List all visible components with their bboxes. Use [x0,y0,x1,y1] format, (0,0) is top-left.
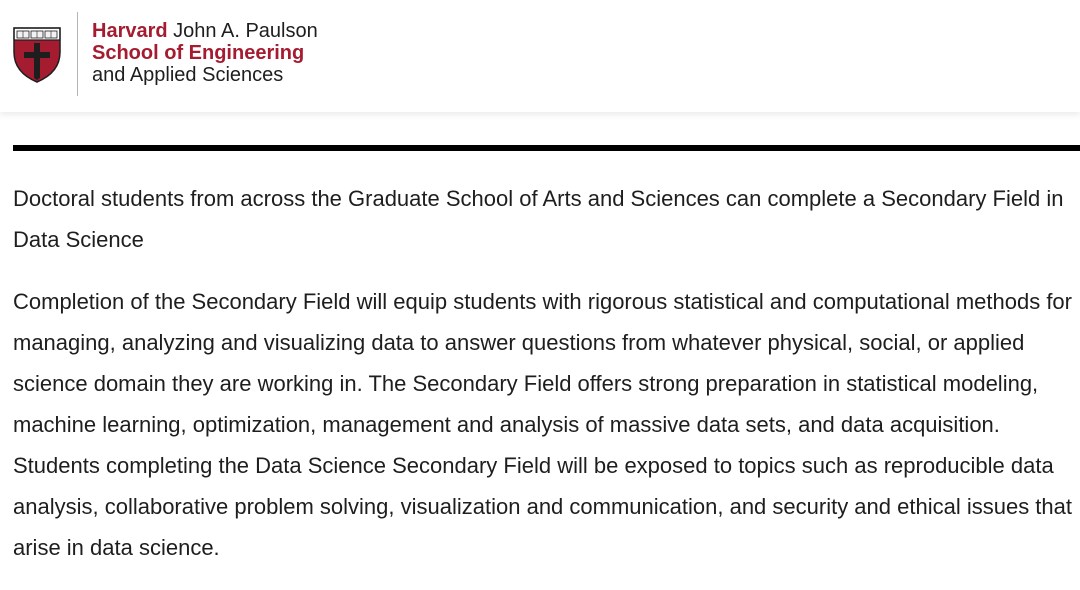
section-divider-rule [13,145,1080,151]
site-header [0,0,1080,112]
wordmark-applied: and Applied Sciences [92,64,284,86]
wordmark-line-1 [92,20,352,42]
main-content [13,178,1073,568]
logo-divider [77,12,78,96]
site-logo-link[interactable] [12,12,318,98]
wordmark-school: School of Engineering [92,42,305,64]
school-wordmark [92,20,352,86]
wordmark-paulson: John A. Paulson [167,20,318,42]
harvard-shield-icon [12,26,62,84]
body-paragraph: Completion of the Secondary Field will equip students with rigorous statistical and computational methods for managing, analyzing and visualizing data to answer questions from whatever physical, social, or applied science domain they are working in. The Secondary Field offers strong preparation in statistical modeling, machine learning, optimization, management and analysis of massive data sets, and data acquisition. Students completing the Data Science Secondary Field will be exposed to topics such as reproducible data analysis, collaborative problem solving, visualization and communication, and security and ethical issues that arise in data science. [13,289,1072,560]
wordmark-harvard: Harvard [92,20,168,42]
intro-paragraph: Doctoral students from across the Graduate School of Arts and Sciences can complete a Secondary Field in Data Science [13,186,1064,252]
